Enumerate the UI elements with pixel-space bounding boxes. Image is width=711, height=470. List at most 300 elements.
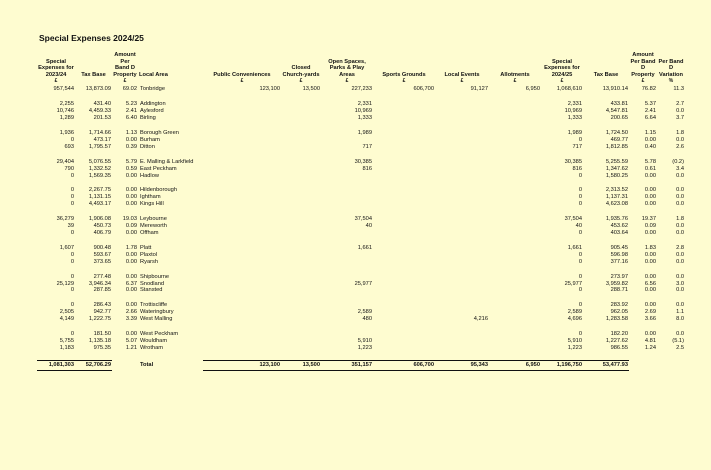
cell-band-d-2023-24: 6.37 xyxy=(125,280,137,287)
table-row xyxy=(37,194,685,201)
table-row xyxy=(37,259,685,266)
cell-public-conveniences xyxy=(203,201,281,208)
cell-tax-base-2024-25: 377.16 xyxy=(610,258,628,265)
cell-band-d-2023-24: 0.00 xyxy=(125,172,137,179)
header-band-d-2023-24: Amount Per Band D Property xyxy=(113,52,137,78)
cell-local-events xyxy=(435,252,489,259)
cell-closed-churchyards xyxy=(281,166,321,173)
cell-public-conveniences xyxy=(203,130,281,137)
cell-special-2023-24: 0 xyxy=(70,251,74,258)
cell-local-area: Tonbridge xyxy=(140,86,165,93)
cell-variation: 3.4 xyxy=(676,165,684,172)
cell-tax-base-2023-24: 1,569.35 xyxy=(88,172,111,179)
cell-special-2024-25: 2,589 xyxy=(567,309,582,316)
cell-public-conveniences xyxy=(203,252,281,259)
cell-allotments xyxy=(489,194,541,201)
spacer-row xyxy=(37,323,685,331)
cell-special-2024-25: 0 xyxy=(578,187,582,194)
cell-closed-churchyards xyxy=(281,309,321,316)
cell-variation: 0.0 xyxy=(676,331,684,338)
cell-sports-grounds xyxy=(373,331,435,338)
cell-public-conveniences xyxy=(203,338,281,345)
spacer-cell xyxy=(37,352,685,361)
cell-open-spaces xyxy=(321,259,373,266)
cell-local-area: Ditton xyxy=(140,143,155,150)
cell-special-2024-25: 1,989 xyxy=(567,130,582,136)
cell-band-d-2024-25: 0.00 xyxy=(644,136,656,143)
cell-tax-base-2024-25: 13,910.14 xyxy=(602,86,628,93)
cell-special-2023-24: 957,544 xyxy=(53,86,74,93)
cell-variation: 8.0 xyxy=(676,316,684,323)
table-row xyxy=(37,216,685,223)
cell-special-2023-24: 0 xyxy=(70,201,74,208)
cell-public-conveniences xyxy=(203,316,281,323)
cell-tax-base-2023-24: 1,714.66 xyxy=(88,130,111,136)
cell-public-conveniences xyxy=(203,187,281,194)
cell-band-d-2023-24: 0.00 xyxy=(125,136,137,143)
header-open-spaces: Open Spaces, Parks & Play Areas xyxy=(328,58,366,78)
cell-tax-base-2024-25: 596.98 xyxy=(610,251,628,258)
header-local-area: Local Area xyxy=(139,71,168,78)
total-special-2024-25: 1,196,750 xyxy=(541,360,583,370)
table-row xyxy=(37,338,685,345)
cell-sports-grounds xyxy=(373,316,435,323)
cell-local-events xyxy=(435,187,489,194)
cell-sports-grounds xyxy=(373,216,435,223)
header-tax-base-2024-25: Tax Base xyxy=(593,71,619,78)
cell-sports-grounds xyxy=(373,287,435,294)
cell-local-events xyxy=(435,115,489,122)
cell-special-2023-24: 36,279 xyxy=(56,216,74,223)
cell-special-2024-25: 0 xyxy=(578,331,582,338)
cell-local-area: Leybourne xyxy=(140,216,167,223)
header-variation: Per Band D Variation xyxy=(658,58,684,78)
cell-closed-churchyards xyxy=(281,274,321,281)
cell-tax-base-2024-25: 3,959.82 xyxy=(605,280,628,287)
cell-closed-churchyards xyxy=(281,245,321,252)
cell-special-2023-24: 39 xyxy=(67,223,74,230)
cell-band-d-2024-25: 2.69 xyxy=(644,309,656,316)
table-row xyxy=(37,115,685,122)
cell-special-2024-25: 37,504 xyxy=(564,216,582,223)
cell-band-d-2024-25: 6.64 xyxy=(644,115,656,122)
header-public-conveniences: Public Conveniences xyxy=(213,71,271,78)
table-row xyxy=(37,159,685,166)
cell-local-events xyxy=(435,331,489,338)
cell-local-area: West Malling xyxy=(140,316,173,323)
cell-open-spaces xyxy=(321,287,373,294)
cell-local-area: Birling xyxy=(140,115,156,122)
cell-sports-grounds: 606,700 xyxy=(413,86,434,93)
cell-special-2023-24: 0 xyxy=(70,172,74,179)
cell-local-area: West Peckham xyxy=(140,331,179,338)
cell-local-events xyxy=(435,287,489,294)
special-expenses-table xyxy=(37,52,685,371)
cell-open-spaces xyxy=(321,302,373,309)
cell-sports-grounds xyxy=(373,173,435,180)
cell-special-2023-24: 0 xyxy=(70,331,74,338)
cell-band-d-2024-25: 1.15 xyxy=(644,130,656,136)
cell-sports-grounds xyxy=(373,108,435,115)
cell-band-d-2023-24: 19.03 xyxy=(122,216,137,223)
cell-variation: 0.0 xyxy=(676,108,684,115)
cell-closed-churchyards xyxy=(281,281,321,288)
cell-variation: 3.7 xyxy=(676,115,684,122)
cell-band-d-2023-24: 5.79 xyxy=(125,158,137,165)
cell-local-area: Stansted xyxy=(140,287,163,294)
cell-local-events xyxy=(435,216,489,223)
cell-tax-base-2024-25: 1,347.62 xyxy=(605,165,628,172)
total-public-conveniences: 123,100 xyxy=(203,360,281,370)
cell-allotments xyxy=(489,108,541,115)
cell-sports-grounds xyxy=(373,166,435,173)
table-row xyxy=(37,166,685,173)
cell-local-events xyxy=(435,194,489,201)
cell-closed-churchyards xyxy=(281,252,321,259)
cell-variation: 11.3 xyxy=(673,86,684,93)
cell-band-d-2023-24: 5.07 xyxy=(125,337,137,344)
cell-open-spaces xyxy=(321,230,373,237)
cell-sports-grounds xyxy=(373,223,435,230)
cell-allotments xyxy=(489,281,541,288)
cell-local-area: Wrotham xyxy=(140,344,163,351)
cell-public-conveniences xyxy=(203,108,281,115)
spacer-row xyxy=(37,122,685,130)
cell-allotments xyxy=(489,187,541,194)
cell-public-conveniences xyxy=(203,173,281,180)
cell-variation: 0.0 xyxy=(676,223,684,230)
cell-variation: 0.0 xyxy=(676,273,684,280)
cell-sports-grounds xyxy=(373,130,435,137)
cell-local-events xyxy=(435,245,489,252)
spacer-row xyxy=(37,208,685,216)
cell-sports-grounds xyxy=(373,281,435,288)
cell-local-area: Wouldham xyxy=(140,337,168,344)
cell-sports-grounds xyxy=(373,302,435,309)
cell-allotments xyxy=(489,223,541,230)
header-special-2023-24: Special Expenses for 2023/24 xyxy=(38,58,74,78)
cell-band-d-2024-25: 6.56 xyxy=(644,280,656,287)
cell-tax-base-2023-24: 13,873.09 xyxy=(85,86,111,93)
cell-allotments xyxy=(489,144,541,151)
cell-band-d-2024-25: 0.00 xyxy=(644,331,656,338)
cell-tax-base-2023-24: 4,459.33 xyxy=(88,108,111,115)
cell-sports-grounds xyxy=(373,259,435,266)
cell-closed-churchyards xyxy=(281,302,321,309)
unit-tax-base-2024-25 xyxy=(583,78,629,86)
cell-tax-base-2023-24: 1,131.15 xyxy=(88,194,111,201)
cell-tax-base-2023-24: 473.17 xyxy=(93,136,111,143)
cell-local-area: Ightham xyxy=(140,194,161,201)
table-row xyxy=(37,101,685,108)
cell-variation: 0.0 xyxy=(676,302,684,309)
cell-tax-base-2024-25: 1,724.50 xyxy=(605,130,628,136)
cell-allotments xyxy=(489,309,541,316)
cell-local-area: Addington xyxy=(140,101,166,108)
spacer-cell xyxy=(37,294,685,302)
cell-tax-base-2023-24: 181.50 xyxy=(93,331,111,338)
cell-tax-base-2024-25: 1,935.76 xyxy=(605,216,628,223)
cell-band-d-2023-24: 0.00 xyxy=(125,258,137,265)
cell-closed-churchyards xyxy=(281,345,321,352)
cell-open-spaces: 1,989 xyxy=(357,130,372,136)
cell-special-2024-25: 40 xyxy=(575,223,582,230)
cell-local-events xyxy=(435,338,489,345)
cell-tax-base-2024-25: 905.45 xyxy=(610,244,628,251)
unit-special-2024-25: £ xyxy=(560,78,564,85)
spacer-cell xyxy=(37,237,685,245)
total-spacer xyxy=(112,360,138,370)
table-row xyxy=(37,130,685,137)
table-row xyxy=(37,252,685,259)
cell-band-d-2023-24: 0.59 xyxy=(125,165,137,172)
unit-closed-churchyards: £ xyxy=(299,78,303,85)
cell-local-area: Ryarsh xyxy=(140,258,159,265)
cell-local-events xyxy=(435,101,489,108)
cell-public-conveniences xyxy=(203,287,281,294)
cell-closed-churchyards xyxy=(281,223,321,230)
total-tax-base-2024-25: 53,477.93 xyxy=(583,360,629,370)
cell-band-d-2023-24: 2.41 xyxy=(125,108,137,115)
cell-variation: 2.6 xyxy=(676,143,684,150)
cell-band-d-2024-25: 3.66 xyxy=(644,316,656,323)
cell-variation: 0.0 xyxy=(676,251,684,258)
cell-variation: 0.0 xyxy=(676,201,684,208)
cell-local-events xyxy=(435,281,489,288)
cell-closed-churchyards xyxy=(281,144,321,151)
cell-local-events xyxy=(435,302,489,309)
cell-open-spaces: 1,333 xyxy=(357,115,372,122)
table-row xyxy=(37,187,685,194)
header-tax-base-2023-24: Tax Base xyxy=(81,71,106,78)
cell-public-conveniences xyxy=(203,345,281,352)
cell-band-d-2024-25: 0.00 xyxy=(644,258,656,265)
cell-variation: 0.0 xyxy=(676,187,684,194)
table-row xyxy=(37,201,685,208)
cell-closed-churchyards xyxy=(281,137,321,144)
cell-band-d-2024-25: 0.00 xyxy=(644,201,656,208)
cell-open-spaces xyxy=(321,201,373,208)
cell-open-spaces: 5,910 xyxy=(357,337,372,344)
cell-band-d-2024-25: 0.00 xyxy=(644,273,656,280)
cell-local-area: East Peckham xyxy=(140,165,177,172)
unit-special-2023-24: £ xyxy=(54,78,58,85)
cell-variation: 2.7 xyxy=(676,101,684,108)
cell-closed-churchyards xyxy=(281,101,321,108)
cell-open-spaces: 717 xyxy=(362,143,372,150)
cell-special-2023-24: 29,404 xyxy=(56,158,74,165)
cell-special-2023-24: 10,746 xyxy=(56,108,74,115)
cell-tax-base-2024-25: 962.05 xyxy=(610,309,628,316)
cell-special-2023-24: 25,129 xyxy=(56,280,74,287)
cell-sports-grounds xyxy=(373,101,435,108)
unit-band-d-2023-24: £ xyxy=(123,78,127,85)
cell-public-conveniences xyxy=(203,166,281,173)
cell-allotments xyxy=(489,274,541,281)
cell-closed-churchyards xyxy=(281,115,321,122)
cell-open-spaces: 40 xyxy=(365,223,372,230)
cell-special-2023-24: 4,149 xyxy=(59,316,74,323)
cell-closed-churchyards xyxy=(281,159,321,166)
cell-open-spaces xyxy=(321,331,373,338)
cell-band-d-2023-24: 6.40 xyxy=(125,115,137,122)
cell-tax-base-2023-24: 4,493.17 xyxy=(88,201,111,208)
cell-tax-base-2024-25: 453.62 xyxy=(610,223,628,230)
cell-sports-grounds xyxy=(373,245,435,252)
table-row xyxy=(37,223,685,230)
spacer-row xyxy=(37,93,685,101)
cell-band-d-2024-25: 0.00 xyxy=(644,287,656,294)
cell-local-events xyxy=(435,309,489,316)
cell-band-d-2023-24: 69.02 xyxy=(122,86,137,93)
table-row xyxy=(37,281,685,288)
cell-local-events xyxy=(435,108,489,115)
cell-tax-base-2024-25: 182.20 xyxy=(610,331,628,338)
cell-band-d-2023-24: 5.23 xyxy=(125,101,137,108)
cell-allotments xyxy=(489,216,541,223)
cell-local-area: Hadlow xyxy=(140,172,159,179)
table-row xyxy=(37,144,685,151)
cell-closed-churchyards xyxy=(281,216,321,223)
cell-local-events xyxy=(435,130,489,137)
cell-special-2023-24: 5,755 xyxy=(59,337,74,344)
cell-tax-base-2023-24: 1,222.75 xyxy=(88,316,111,323)
table-row xyxy=(37,345,685,352)
cell-sports-grounds xyxy=(373,137,435,144)
total-spacer xyxy=(629,360,657,370)
cell-local-area: Hildenborough xyxy=(140,187,177,194)
cell-tax-base-2024-25: 1,580.25 xyxy=(605,172,628,179)
cell-band-d-2023-24: 0.00 xyxy=(125,229,137,236)
cell-local-area: Mereworth xyxy=(140,223,167,230)
cell-sports-grounds xyxy=(373,194,435,201)
unit-band-d-2024-25: £ xyxy=(641,78,645,85)
unit-variation: % xyxy=(668,78,674,85)
cell-public-conveniences: 123,100 xyxy=(259,86,280,93)
cell-allotments xyxy=(489,331,541,338)
cell-band-d-2024-25: 0.40 xyxy=(644,143,656,150)
cell-special-2024-25: 1,333 xyxy=(567,115,582,122)
cell-special-2024-25: 1,068,610 xyxy=(556,86,582,93)
table-row xyxy=(37,86,685,93)
cell-open-spaces: 227,233 xyxy=(351,86,372,93)
cell-tax-base-2024-25: 283.92 xyxy=(610,302,628,309)
cell-local-area: Aylesford xyxy=(140,108,164,115)
total-row xyxy=(37,360,685,370)
cell-open-spaces: 1,223 xyxy=(357,344,372,351)
cell-special-2023-24: 0 xyxy=(70,194,74,201)
cell-local-area: Shipbourne xyxy=(140,273,170,280)
table-row xyxy=(37,108,685,115)
cell-band-d-2024-25: 5.37 xyxy=(644,101,656,108)
cell-sports-grounds xyxy=(373,309,435,316)
unit-sports-grounds: £ xyxy=(402,78,406,85)
cell-open-spaces: 10,969 xyxy=(354,108,372,115)
cell-local-events xyxy=(435,201,489,208)
cell-open-spaces: 480 xyxy=(362,316,372,323)
cell-special-2023-24: 0 xyxy=(70,229,74,236)
cell-closed-churchyards xyxy=(281,316,321,323)
cell-band-d-2024-25: 0.00 xyxy=(644,229,656,236)
cell-public-conveniences xyxy=(203,245,281,252)
cell-open-spaces: 2,589 xyxy=(357,309,372,316)
cell-sports-grounds xyxy=(373,144,435,151)
cell-allotments xyxy=(489,201,541,208)
cell-open-spaces xyxy=(321,194,373,201)
cell-open-spaces: 816 xyxy=(362,165,372,172)
cell-sports-grounds xyxy=(373,252,435,259)
cell-special-2024-25: 25,977 xyxy=(564,280,582,287)
cell-public-conveniences xyxy=(203,216,281,223)
cell-local-area: Borough Green xyxy=(140,130,179,136)
cell-public-conveniences xyxy=(203,230,281,237)
cell-open-spaces: 37,504 xyxy=(354,216,372,223)
cell-special-2024-25: 0 xyxy=(578,273,582,280)
cell-allotments xyxy=(489,137,541,144)
cell-open-spaces xyxy=(321,274,373,281)
cell-tax-base-2024-25: 1,812.85 xyxy=(605,143,628,150)
cell-local-area: Burham xyxy=(140,136,160,143)
header-band-d-2024-25: Amount Per Band D Property xyxy=(630,52,656,78)
cell-tax-base-2024-25: 1,227.62 xyxy=(605,337,628,344)
header-closed-churchyards: Closed Church-yards xyxy=(282,65,320,78)
cell-tax-base-2023-24: 277.48 xyxy=(93,273,111,280)
total-local-events: 95,343 xyxy=(435,360,489,370)
cell-special-2023-24: 1,289 xyxy=(59,115,74,122)
cell-closed-churchyards xyxy=(281,108,321,115)
cell-special-2023-24: 2,505 xyxy=(59,309,74,316)
cell-closed-churchyards xyxy=(281,259,321,266)
cell-open-spaces xyxy=(321,137,373,144)
cell-sports-grounds xyxy=(373,201,435,208)
cell-band-d-2024-25: 1.24 xyxy=(644,344,656,351)
cell-special-2024-25: 816 xyxy=(572,165,582,172)
spacer-cell xyxy=(37,93,685,101)
cell-tax-base-2023-24: 900.48 xyxy=(93,244,111,251)
cell-local-events xyxy=(435,223,489,230)
cell-tax-base-2024-25: 403.64 xyxy=(610,229,628,236)
cell-local-events xyxy=(435,345,489,352)
cell-closed-churchyards xyxy=(281,173,321,180)
cell-open-spaces: 30,385 xyxy=(354,158,372,165)
cell-special-2023-24: 693 xyxy=(64,143,74,150)
cell-open-spaces xyxy=(321,173,373,180)
cell-allotments xyxy=(489,166,541,173)
cell-special-2024-25: 0 xyxy=(578,201,582,208)
cell-special-2023-24: 0 xyxy=(70,187,74,194)
cell-tax-base-2024-25: 5,255.59 xyxy=(605,158,628,165)
cell-band-d-2023-24: 0.00 xyxy=(125,194,137,201)
table-row xyxy=(37,309,685,316)
cell-band-d-2023-24: 0.39 xyxy=(125,143,137,150)
cell-special-2024-25: 2,331 xyxy=(567,101,582,108)
cell-allotments xyxy=(489,252,541,259)
cell-public-conveniences xyxy=(203,281,281,288)
spacer-cell xyxy=(37,323,685,331)
cell-public-conveniences xyxy=(203,259,281,266)
table-row xyxy=(37,331,685,338)
cell-closed-churchyards xyxy=(281,187,321,194)
cell-tax-base-2024-25: 1,137.31 xyxy=(605,194,628,201)
cell-special-2023-24: 0 xyxy=(70,273,74,280)
cell-local-area: Kings Hill xyxy=(140,201,164,208)
total-allotments: 6,950 xyxy=(489,360,541,370)
spacer-row xyxy=(37,151,685,159)
cell-public-conveniences xyxy=(203,223,281,230)
cell-sports-grounds xyxy=(373,230,435,237)
table-row xyxy=(37,245,685,252)
cell-local-area: Offham xyxy=(140,229,159,236)
